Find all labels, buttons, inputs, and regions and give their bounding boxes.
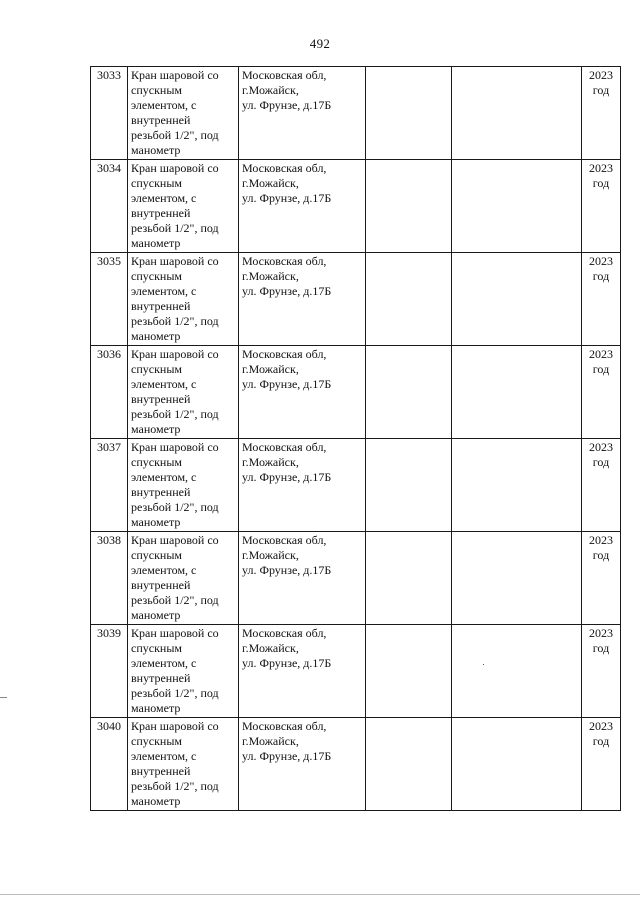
year-value: 2023 xyxy=(589,68,613,82)
item-name-line: внутренней xyxy=(131,113,191,127)
address-line: г.Можайск, xyxy=(242,83,299,97)
address-line: ул. Фрунзе, д.17Б xyxy=(242,191,332,205)
year-cell xyxy=(582,532,621,625)
item-name-line: манометр xyxy=(131,143,181,157)
item-name-line: элементом, с xyxy=(131,749,197,763)
item-name-line: спускным xyxy=(131,548,182,562)
year-value: 2023 xyxy=(589,533,613,547)
year-cell xyxy=(582,160,621,253)
item-name-line: Кран шаровой со xyxy=(131,161,219,175)
item-name-cell xyxy=(128,346,239,439)
item-name-line: манометр xyxy=(131,701,181,715)
empty-cell-col5 xyxy=(452,67,582,160)
empty-cell-col4 xyxy=(366,625,452,718)
item-name-cell xyxy=(128,253,239,346)
year-cell xyxy=(582,346,621,439)
year-value: 2023 xyxy=(589,347,613,361)
item-name-line: Кран шаровой со xyxy=(131,719,219,733)
address-line: ул. Фрунзе, д.17Б xyxy=(242,470,332,484)
address-line: Московская обл, xyxy=(242,161,327,175)
item-name-line: резьбой 1/2", под xyxy=(131,314,219,328)
year-cell xyxy=(582,718,621,811)
item-name-line: спускным xyxy=(131,83,182,97)
table-row xyxy=(91,346,621,439)
item-name-cell xyxy=(128,718,239,811)
item-name-line: внутренней xyxy=(131,485,191,499)
row-number-cell: 3038 xyxy=(91,532,128,625)
item-name-line: внутренней xyxy=(131,206,191,220)
item-name-line: Кран шаровой со xyxy=(131,254,219,268)
address-line: г.Можайск, xyxy=(242,734,299,748)
item-name-line: резьбой 1/2", под xyxy=(131,221,219,235)
year-value: 2023 xyxy=(589,440,613,454)
row-number-cell: 3034 xyxy=(91,160,128,253)
address-line: Московская обл, xyxy=(242,347,327,361)
item-name-line: спускным xyxy=(131,362,182,376)
item-name-line: элементом, с xyxy=(131,98,197,112)
item-name-cell xyxy=(128,625,239,718)
address-cell xyxy=(239,160,366,253)
year-unit: год xyxy=(592,734,610,748)
address-line: ул. Фрунзе, д.17Б xyxy=(242,656,332,670)
address-line: г.Можайск, xyxy=(242,269,299,283)
address-cell xyxy=(239,67,366,160)
empty-cell-col4 xyxy=(366,532,452,625)
item-name-line: спускным xyxy=(131,734,182,748)
year-unit: год xyxy=(592,176,610,190)
year-value: 2023 xyxy=(589,626,613,640)
empty-cell-col5 xyxy=(452,532,582,625)
item-name-line: внутренней xyxy=(131,578,191,592)
item-name-line: манометр xyxy=(131,608,181,622)
address-line: г.Можайск, xyxy=(242,362,299,376)
item-name-line: резьбой 1/2", под xyxy=(131,500,219,514)
address-line: Московская обл, xyxy=(242,533,327,547)
address-cell xyxy=(239,253,366,346)
year-cell xyxy=(582,67,621,160)
year-unit: год xyxy=(592,455,610,469)
item-name-line: внутренней xyxy=(131,392,191,406)
empty-cell-col4 xyxy=(366,67,452,160)
item-name-line: элементом, с xyxy=(131,191,197,205)
row-number-cell: 3033 xyxy=(91,67,128,160)
item-name-line: резьбой 1/2", под xyxy=(131,779,219,793)
table-row xyxy=(91,532,621,625)
item-name-line: спускным xyxy=(131,455,182,469)
item-name-line: резьбой 1/2", под xyxy=(131,686,219,700)
year-unit: год xyxy=(592,362,610,376)
year-value: 2023 xyxy=(589,254,613,268)
item-name-cell xyxy=(128,532,239,625)
item-name-line: манометр xyxy=(131,329,181,343)
empty-cell-col5 xyxy=(452,253,582,346)
item-name-line: манометр xyxy=(131,236,181,250)
address-line: г.Можайск, xyxy=(242,641,299,655)
address-line: ул. Фрунзе, д.17Б xyxy=(242,563,332,577)
row-number-cell: 3036 xyxy=(91,346,128,439)
table-row xyxy=(91,718,621,811)
address-cell xyxy=(239,439,366,532)
asset-registry-table xyxy=(90,66,621,811)
item-name-line: спускным xyxy=(131,641,182,655)
year-cell xyxy=(582,253,621,346)
item-name-line: манометр xyxy=(131,422,181,436)
empty-cell-col5 xyxy=(452,346,582,439)
item-name-line: внутренней xyxy=(131,671,191,685)
year-cell xyxy=(582,625,621,718)
address-line: ул. Фрунзе, д.17Б xyxy=(242,284,332,298)
item-name-line: резьбой 1/2", под xyxy=(131,407,219,421)
table-row xyxy=(91,253,621,346)
item-name-line: внутренней xyxy=(131,299,191,313)
item-name-line: внутренней xyxy=(131,764,191,778)
year-unit: год xyxy=(592,548,610,562)
item-name-cell xyxy=(128,439,239,532)
address-line: г.Можайск, xyxy=(242,548,299,562)
address-line: Московская обл, xyxy=(242,254,327,268)
scan-artifact-dash xyxy=(0,697,7,698)
year-value: 2023 xyxy=(589,719,613,733)
item-name-line: элементом, с xyxy=(131,377,197,391)
address-line: ул. Фрунзе, д.17Б xyxy=(242,749,332,763)
empty-cell-col5 xyxy=(452,160,582,253)
table-row xyxy=(91,67,621,160)
item-name-cell xyxy=(128,160,239,253)
item-name-cell xyxy=(128,67,239,160)
address-line: г.Можайск, xyxy=(242,176,299,190)
row-number-cell: 3040 xyxy=(91,718,128,811)
item-name-line: элементом, с xyxy=(131,284,197,298)
address-line: Московская обл, xyxy=(242,719,327,733)
item-name-line: элементом, с xyxy=(131,563,197,577)
item-name-line: манометр xyxy=(131,794,181,808)
address-line: Московская обл, xyxy=(242,440,327,454)
item-name-line: манометр xyxy=(131,515,181,529)
item-name-line: элементом, с xyxy=(131,656,197,670)
year-cell xyxy=(582,439,621,532)
year-value: 2023 xyxy=(589,161,613,175)
address-line: г.Можайск, xyxy=(242,455,299,469)
row-number-cell: 3037 xyxy=(91,439,128,532)
address-cell xyxy=(239,346,366,439)
item-name-line: спускным xyxy=(131,269,182,283)
table-row xyxy=(91,439,621,532)
scan-artifact-dot xyxy=(483,664,484,665)
empty-cell-col5 xyxy=(452,625,582,718)
empty-cell-col5 xyxy=(452,439,582,532)
row-number-cell: 3039 xyxy=(91,625,128,718)
empty-cell-col4 xyxy=(366,160,452,253)
item-name-line: Кран шаровой со xyxy=(131,626,219,640)
item-name-line: элементом, с xyxy=(131,470,197,484)
address-cell xyxy=(239,625,366,718)
item-name-line: спускным xyxy=(131,176,182,190)
address-line: ул. Фрунзе, д.17Б xyxy=(242,98,332,112)
address-line: Московская обл, xyxy=(242,626,327,640)
item-name-line: Кран шаровой со xyxy=(131,68,219,82)
empty-cell-col4 xyxy=(366,253,452,346)
year-unit: год xyxy=(592,83,610,97)
empty-cell-col4 xyxy=(366,718,452,811)
item-name-line: Кран шаровой со xyxy=(131,440,219,454)
address-cell xyxy=(239,718,366,811)
year-unit: год xyxy=(592,269,610,283)
empty-cell-col4 xyxy=(366,346,452,439)
empty-cell-col4 xyxy=(366,439,452,532)
item-name-line: Кран шаровой со xyxy=(131,347,219,361)
asset-registry-body xyxy=(91,67,621,811)
table-row xyxy=(91,625,621,718)
page-number: 492 xyxy=(309,36,331,51)
item-name-line: Кран шаровой со xyxy=(131,533,219,547)
year-unit: год xyxy=(592,641,610,655)
scan-artifact-bottom-line xyxy=(0,894,640,895)
empty-cell-col5 xyxy=(452,718,582,811)
table-row xyxy=(91,160,621,253)
address-line: Московская обл, xyxy=(242,68,327,82)
address-cell xyxy=(239,532,366,625)
item-name-line: резьбой 1/2", под xyxy=(131,128,219,142)
address-line: ул. Фрунзе, д.17Б xyxy=(242,377,332,391)
item-name-line: резьбой 1/2", под xyxy=(131,593,219,607)
row-number-cell: 3035 xyxy=(91,253,128,346)
